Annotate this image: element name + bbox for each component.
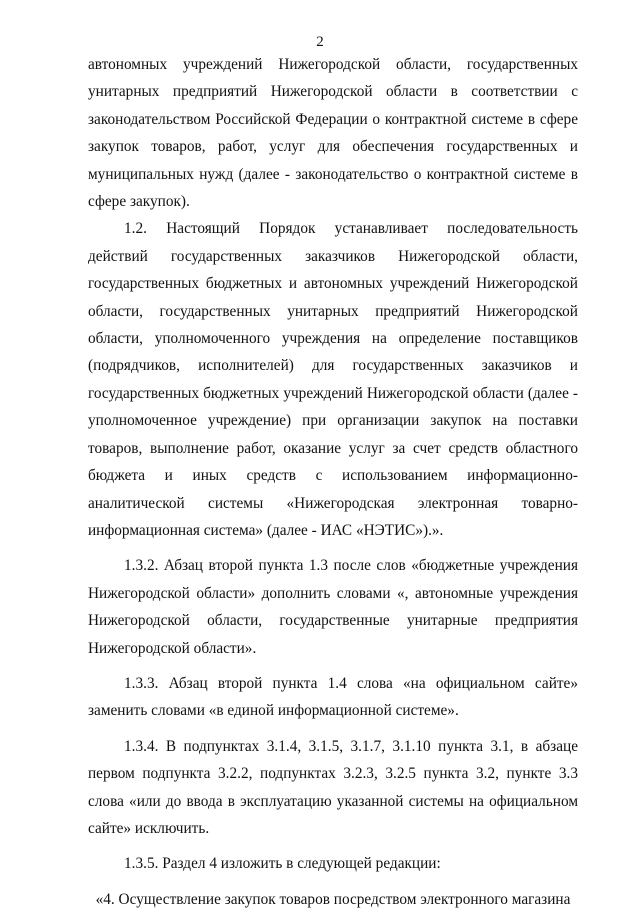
paragraph-1-3-5: 1.3.5. Раздел 4 изложить в следующей редакции: — [124, 855, 441, 873]
paragraph-continuation: автономных учреждений Нижегородской области, государственных унитарных предприятий Нижегородской области в соответствии с законодательством Российской Федерации о контрактной системе в сфере закупок товаров, работ, услуг для обеспечения государственных и муниципальных нужд (далее - законодательство о контрактной системе в сфере закупок). — [88, 56, 578, 211]
page-number: 2 — [316, 34, 324, 50]
paragraph-1-2: 1.2. Настоящий Порядок устанавливает последовательность действий государственных заказчиков Нижегородской области, государственных бюджетных и автономных учреждений Нижегородской области, государственных унитарных предприятий Нижегородской области, уполномоченного учреждения на определение поставщиков (подрядчиков, исполнителей) для государственных заказчиков и государственных бюджетных учреждений Нижегородской области (далее - уполномоченное учреждение) при организации закупок на поставки товаров, выполнение работ, оказание услуг за счет средств областного бюджета и иных средств с использованием информационно-аналитической системы «Нижегородская электронная товарно-информационная система» (далее - ИАС «НЭТИС»).». — [88, 220, 578, 539]
document-body — [88, 51, 578, 913]
paragraph-1-3-2: 1.3.2. Абзац второй пункта 1.3 после слов «бюджетные учреждения Нижегородской области» дополнить словами «, автономные учреждения Нижегородской области, государственные унитарные предприятия Нижегородской области». — [88, 557, 578, 657]
section-heading: «4. Осуществление закупок товаров посредством электронного магазина — [95, 890, 571, 908]
paragraph-1-3-3: 1.3.3. Абзац второй пункта 1.4 слова «на официальном сайте» заменить словами «в единой информационной системе». — [88, 674, 578, 720]
paragraph-1-3-4: 1.3.4. В подпунктах 3.1.4, 3.1.5, 3.1.7, 3.1.10 пункта 3.1, в абзаце первом подпункта 3.2.2, подпунктах 3.2.3, 3.2.5 пункта 3.2, пункте 3.3 слова «или до ввода в эксплуатацию указанной системы на официальном сайте» исключить. — [88, 737, 578, 837]
